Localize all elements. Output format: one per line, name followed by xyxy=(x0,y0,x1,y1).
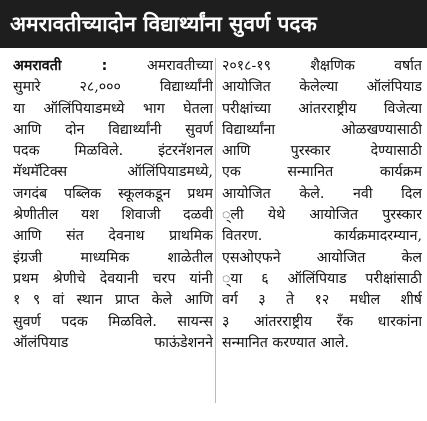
article-line: जगदंब पब्लिक स्कूलकडून प्रथम xyxy=(13,185,213,202)
dateline: अमरावती : xyxy=(13,58,108,74)
article-line: विद्यार्थ्यांना ओळखण्यासाठी xyxy=(222,121,422,138)
article-line: परीक्षांच्या आंतरराष्ट्रीय विजेत्या xyxy=(222,100,422,117)
article-line: पदक मिळविले. इंटरनॅशनल xyxy=(13,143,213,160)
article-line: १ ९ वां स्थान प्राप्त केले आणि xyxy=(13,292,213,309)
article-line: इंग्रजी माध्यमिक शाळेतील xyxy=(13,249,213,266)
article-line: आणि संत देवनाथ प्राथमिक xyxy=(13,228,213,245)
article-line: ३ आंतरराष्ट्रीय रँक धारकांना xyxy=(222,313,422,330)
article-headline: अमरावतीच्यादोन विद्यार्थ्यांना सुवर्ण पदक xyxy=(0,0,427,48)
article-line: एसओएफने आयोजित केल xyxy=(222,249,422,266)
article-body xyxy=(0,56,427,418)
article-line: सुवर्ण पदक मिळविले. सायन्स xyxy=(13,313,213,330)
article-line: एक सन्मानित कार्यक्रम xyxy=(222,164,422,181)
article-line: आणि पुरस्कार देण्यासाठी xyxy=(222,143,422,160)
article-line: या ऑलिंपियाडमध्ये भाग घेतला xyxy=(13,100,213,117)
article-column-right xyxy=(222,56,422,354)
article-line: वितरण. कार्यक्रमादरम्यान, xyxy=(222,228,422,245)
article-line: ्या ६ ऑलिंपियाड परीक्षांसाठी xyxy=(222,270,422,287)
article-line: श्रेणीतील यश शिवाजी दळवी xyxy=(13,207,213,224)
article-line: सन्मानित करण्यात आले. xyxy=(222,334,349,351)
article-line: वर्ग ३ ते १२ मधील शीर्ष xyxy=(222,292,422,309)
article-line: आयोजित केले. नवी दिल xyxy=(222,185,422,202)
article-line: आणि दोन विद्यार्थ्यांनी सुवर्ण xyxy=(13,121,213,138)
article-line: मॅथमॅटिक्स ऑलिंपियाडमध्ये, xyxy=(13,164,213,181)
article-line: आयोजित केलेल्या ऑलंपियाड xyxy=(222,79,422,96)
article-line: प्रथम श्रेणीचे देवयानी चरप यांनी xyxy=(13,270,213,287)
article-line: सुमारे २८,००० विद्यार्थ्यांनी xyxy=(13,79,213,96)
article-line: २०१८-१९ शैक्षणिक वर्षात xyxy=(222,58,422,74)
article-line: ऑलंपियाड फाऊंडेशनने xyxy=(13,334,213,351)
article-column-left xyxy=(13,56,213,354)
column-divider xyxy=(215,58,216,403)
article-line xyxy=(13,56,213,77)
article-line: ्ली येथे आयोजित पुरस्कार xyxy=(222,207,422,224)
article-line-text: अमरावतीच्या xyxy=(107,58,213,74)
